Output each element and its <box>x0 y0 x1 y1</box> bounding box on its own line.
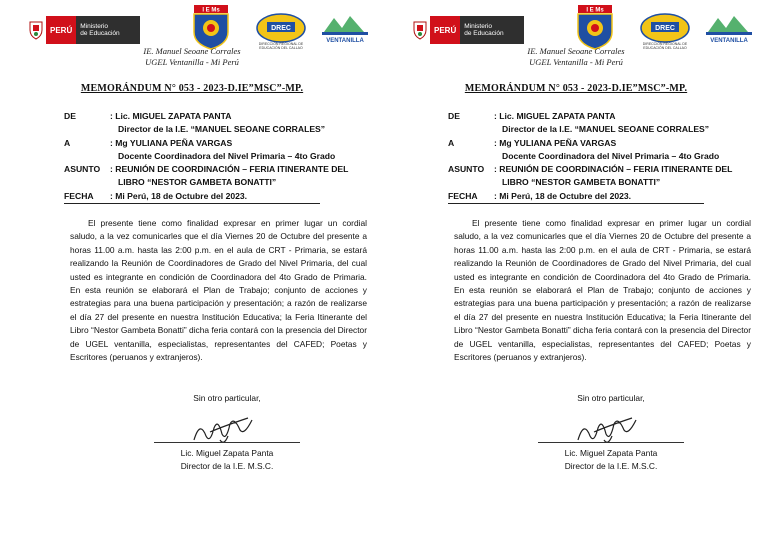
asunto-value: : REUNIÓN DE COORDINACIÓN – FERIA ITINERANTE DEL <box>110 164 349 174</box>
signer-name: Lic. Miguel Zapata Panta <box>180 448 274 458</box>
ministry-name <box>460 16 524 44</box>
asunto-label: ASUNTO <box>448 164 485 174</box>
closing-line: Sin otro particular, <box>577 393 645 403</box>
signature-line <box>538 442 684 443</box>
memo-body-text: El presente tiene como finalidad expresar en primer lugar un cordial saludo, a la vez comunicarles que el día Viernes 20 de Octubre del presente a horas 11.00 a.m. hasta las 2:00 p.m. en el aula de CRT - Primaria, se estará realizando la Reunión de Coordinadores de Grado del Nivel Primaria, del cual usted es integrante en condición de Coordinadora del 4to Grado de Primaria. En esta reunión se elaborará el Plan de Trabajo; conjunto de acciones y estrategias para una buena participación y presentación; a razón de realizarse el día 27 del presente en nuestra Institución Educativa; la Feria Itinerante del Libro “Nestor Gambeta Bonatti” dicha feria contará con la presencia del Director de UGEL ventanilla, especialistas, representantes del CAFED; Poetas y Escritores (peruanos y extranjeros). <box>70 218 367 363</box>
de-subtitle: Director de la I.E. “MANUEL SEOANE CORRALES” <box>118 124 326 134</box>
signer-title: Director de la I.E. M.S.C. <box>564 461 658 471</box>
ministry-line1: Ministerio <box>80 22 109 30</box>
de-subtitle: Director de la I.E. “MANUEL SEOANE CORRALES” <box>502 124 710 134</box>
memo-title: MEMORÁNDUM N° 053 - 2023-D.IE”MSC”-MP. <box>464 83 688 94</box>
institution-ugel: UGEL Ventanilla - Mi Perú <box>529 57 623 67</box>
institution-name: IE. Manuel Seoane Corrales <box>143 46 241 56</box>
a-label: A <box>64 138 71 148</box>
ventanilla-logo-icon <box>702 10 756 48</box>
asunto-subtitle: LIBRO “NESTOR GAMBETA BONATTI” <box>502 177 661 187</box>
signature-line <box>154 442 300 443</box>
fecha-label: FECHA <box>64 191 94 201</box>
ministry-line2: de Educación <box>464 30 504 37</box>
peru-label: PERÚ <box>46 16 76 44</box>
signer-title: Director de la I.E. M.S.C. <box>180 461 274 471</box>
fecha-value: : Mi Perú, 18 de Octubre del 2023. <box>494 191 632 201</box>
peru-shield-icon <box>410 16 430 44</box>
memo-body <box>454 217 751 364</box>
a-value: : Mg YULIANA PEÑA VARGAS <box>110 138 233 148</box>
a-subtitle: Docente Coordinadora del Nivel Primaria – 4to Grado <box>118 151 336 161</box>
ventanilla-logo-icon <box>318 10 372 48</box>
memo-body <box>70 217 367 364</box>
ministry-line1: Ministerio <box>464 22 493 30</box>
a-value: : Mg YULIANA PEÑA VARGAS <box>494 138 617 148</box>
de-value: : Lic. MIGUEL ZAPATA PANTA <box>110 111 232 121</box>
drec-label: DREC <box>271 25 291 32</box>
asunto-subtitle: LIBRO “NESTOR GAMBETA BONATTI” <box>118 177 277 187</box>
ministry-name <box>76 16 140 44</box>
asunto-value: : REUNIÓN DE COORDINACIÓN – FERIA ITINERANTE DEL <box>494 164 733 174</box>
crest-text: I E Ms <box>586 7 604 14</box>
school-crest-icon <box>570 4 620 50</box>
signature-icon <box>574 410 644 450</box>
drec-caption: DIRECCIÓN REGIONAL DE EDUCACIÓN DEL CALLAO <box>258 42 304 50</box>
peru-shield-icon <box>26 16 46 44</box>
header-divider <box>64 203 320 204</box>
drec-label: DREC <box>655 25 675 32</box>
memo-title: MEMORÁNDUM N° 053 - 2023-D.IE”MSC”-MP. <box>80 83 304 94</box>
crest-text: I E Ms <box>202 7 220 14</box>
fecha-value: : Mi Perú, 18 de Octubre del 2023. <box>110 191 248 201</box>
school-crest-icon <box>186 4 236 50</box>
de-label: DE <box>448 111 460 121</box>
ministry-logo <box>410 16 524 44</box>
memo-page-right <box>384 0 768 543</box>
header-divider <box>448 203 704 204</box>
asunto-label: ASUNTO <box>64 164 101 174</box>
de-label: DE <box>64 111 76 121</box>
institution-name: IE. Manuel Seoane Corrales <box>527 46 625 56</box>
drec-caption: DIRECCIÓN REGIONAL DE EDUCACIÓN DEL CALLAO <box>642 42 688 50</box>
signer-name: Lic. Miguel Zapata Panta <box>564 448 658 458</box>
ministry-line2: de Educación <box>80 30 120 37</box>
de-value: : Lic. MIGUEL ZAPATA PANTA <box>494 111 616 121</box>
ventanilla-label: VENTANILLA <box>326 38 364 44</box>
ministry-logo <box>26 16 140 44</box>
fecha-label: FECHA <box>448 191 478 201</box>
signature-icon <box>190 410 260 450</box>
closing-line: Sin otro particular, <box>193 393 261 403</box>
institution-ugel: UGEL Ventanilla - Mi Perú <box>145 57 239 67</box>
a-subtitle: Docente Coordinadora del Nivel Primaria – 4to Grado <box>502 151 720 161</box>
memo-body-text: El presente tiene como finalidad expresar en primer lugar un cordial saludo, a la vez comunicarles que el día Viernes 20 de Octubre del presente a horas 11.00 a.m. hasta las 2:00 p.m. en el aula de CRT - Primaria, se estará realizando la Reunión de Coordinadores de Grado del Nivel Primaria, del cual usted es integrante en condición de Coordinadora del 4to Grado de Primaria. En esta reunión se elaborará el Plan de Trabajo; conjunto de acciones y estrategias para una buena participación y presentación; a razón de realizarse el día 27 del presente en nuestra Institución Educativa; la Feria Itinerante del Libro “Nestor Gambeta Bonatti” dicha feria contará con la presencia del Director de UGEL ventanilla, especialistas, representantes del CAFED; Poetas y Escritores (peruanos y extranjeros). <box>454 218 751 363</box>
a-label: A <box>448 138 455 148</box>
ventanilla-label: VENTANILLA <box>710 38 748 44</box>
peru-label: PERÚ <box>430 16 460 44</box>
